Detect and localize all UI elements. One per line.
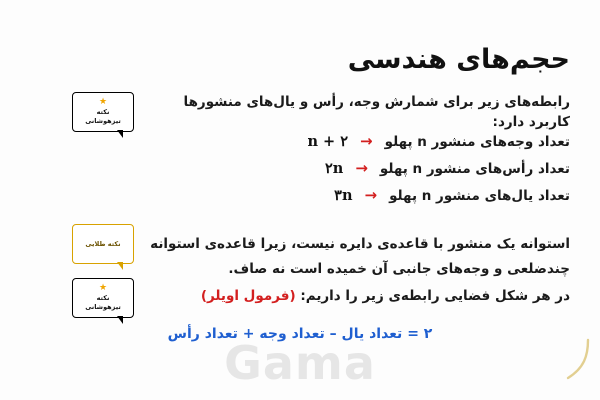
formula-row: [140, 128, 570, 155]
arrow-icon: →: [364, 186, 378, 204]
badge-line-1: نکته: [96, 108, 110, 117]
star-icon: ★: [98, 97, 108, 108]
euler-formula: ۲ = تعداد یال – تعداد وجه + تعداد رأس: [167, 326, 433, 342]
star-icon: ★: [98, 283, 108, 294]
page-title: حجم‌های هندسی: [347, 44, 570, 76]
formula-expression: n + ۲: [307, 133, 349, 150]
formula-list: [140, 128, 570, 209]
euler-line: [150, 288, 570, 304]
formula-row: [140, 155, 570, 182]
corner-swirl-icon: [558, 338, 592, 382]
badge-line-1: نکته: [96, 294, 110, 303]
note-badge-gifted-2: [72, 278, 134, 318]
intro-text: رابطه‌های زیر برای شمارش وجه، رأس و یال‌های منشورها کاربرد دارد:: [183, 94, 570, 131]
badge-line-2: تیزهوشانی: [85, 303, 121, 311]
euler-lead-text: در هر شکل فضایی رابطه‌ی زیر را داریم:: [300, 288, 570, 304]
explanation-paragraph: استوانه یک منشور با قاعده‌ی دایره نیست، زیرا قاعده‌ی استوانه چندضلعی و وجه‌های جانبی آن خمیده است نه صاف.: [150, 236, 570, 277]
arrow-icon: →: [355, 159, 368, 177]
formula-label: تعداد وجه‌های منشور n پهلو: [384, 133, 570, 150]
note-badge-gifted-1: [72, 92, 134, 132]
watermark: Gama: [224, 336, 376, 390]
formula-label: تعداد رأس‌های منشور n پهلو: [379, 160, 570, 177]
note-badge-golden: [72, 224, 134, 264]
formula-expression: ۲n: [324, 160, 344, 177]
formula-expression: ۳n: [334, 187, 353, 204]
formula-row: [140, 182, 570, 209]
arrow-icon: →: [360, 132, 373, 150]
badge-line-2: تیزهوشانی: [85, 117, 121, 125]
euler-formula-label: (فرمول اویلر): [200, 288, 296, 304]
formula-label: تعداد یال‌های منشور n پهلو: [389, 187, 570, 204]
badge-line-1: نکته طلایی: [85, 239, 121, 248]
